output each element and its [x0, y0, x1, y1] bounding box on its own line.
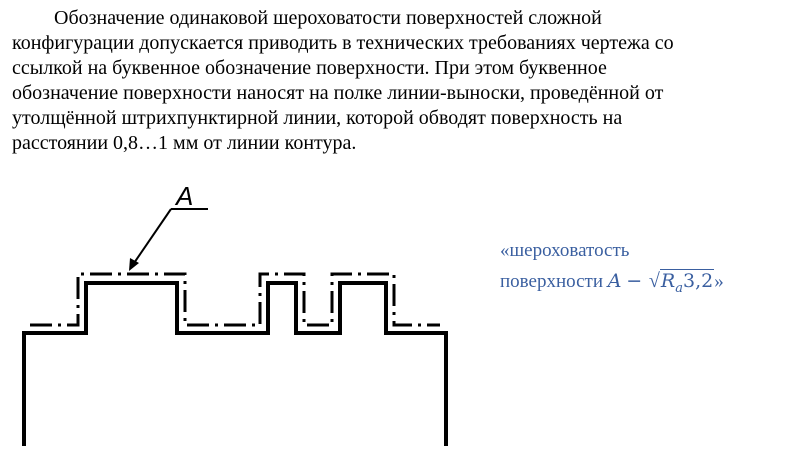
paragraph-line: утолщённой штрихпунктирной линии, которой обводят поверхность на [12, 107, 623, 129]
formula-dash: − [626, 270, 643, 292]
paragraph-line: обозначение поверхности наносят на полке линии-выноски, проведённой от [12, 82, 664, 104]
formula-prefix: поверхности [500, 271, 604, 292]
roughness-value: 3,2 [682, 270, 714, 292]
roughness-param-sub: a [675, 280, 683, 296]
paragraph-line: конфигурации допускается приводить в технических требованиях чертежа со [12, 32, 674, 54]
paragraph-line: Обозначение одинаковой шероховатости поверхностей сложной [54, 7, 602, 29]
radical-sign: √ [648, 270, 660, 292]
paragraph-line: ссылкой на буквенное обозначение поверхности. При этом буквенное [12, 57, 607, 79]
leader-arrowhead [129, 258, 139, 271]
part-contour [24, 283, 446, 446]
paragraph-line: расстоянии 0,8…1 мм от линии контура. [12, 132, 357, 154]
closing-quote: » [714, 271, 724, 292]
leader-line [132, 209, 171, 266]
roughness-param: R [660, 270, 676, 292]
radicand [660, 269, 714, 300]
roughness-formula [500, 236, 724, 300]
surface-letter-label: A [176, 181, 194, 211]
formula-line-1: «шероховатость [500, 240, 630, 261]
formula-letter: A [607, 270, 622, 292]
formula-line-2 [500, 266, 724, 300]
